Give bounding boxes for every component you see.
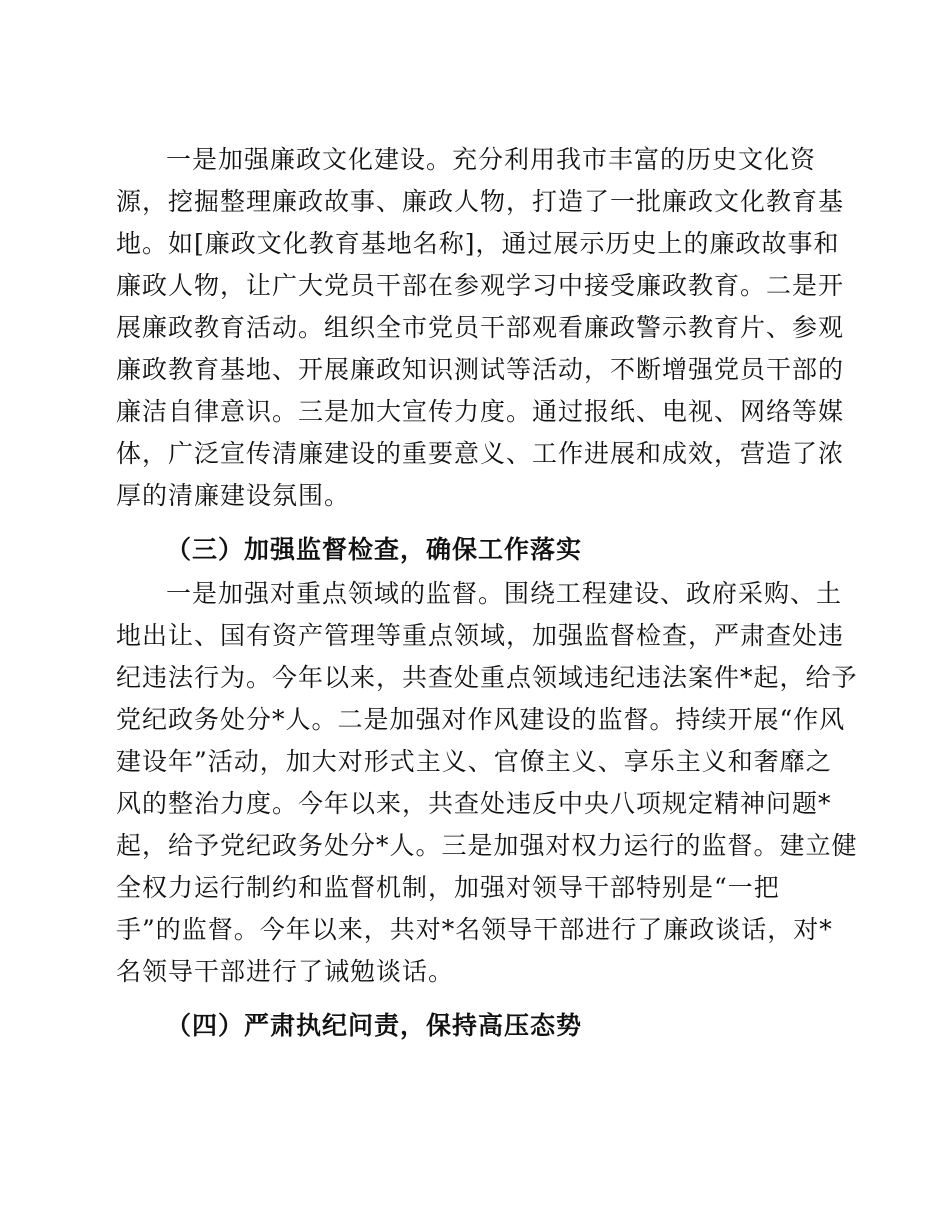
paragraph-line: 起，给予党纪政务处分*人。三是加强对权力运行的监督。建立健 <box>116 831 858 860</box>
paragraph-line: 一是加强对重点领域的监督。围绕工程建设、政府采购、土 <box>166 579 843 608</box>
section-heading: （四）严肃执纪问责，保持高压态势 <box>166 1011 583 1040</box>
paragraph-line: 全权力运行制约和监督机制，加强对领导干部特别是“一把 <box>116 873 780 902</box>
paragraph-line: 廉政人物，让广大党员干部在参观学习中接受廉政教育。二是开 <box>116 271 845 300</box>
paragraph-line: 地出让、国有资产管理等重点领域，加强监督检查，严肃查处违 <box>116 621 845 650</box>
paragraph-line: 廉政教育基地、开展廉政知识测试等活动，不断增强党员干部的 <box>116 355 845 384</box>
section-heading: （三）加强监督检查，确保工作落实 <box>166 535 583 564</box>
paragraph-line: 体，广泛宣传清廉建设的重要意义、工作进展和成效，营造了浓 <box>116 439 845 468</box>
paragraph-line: 一是加强廉政文化建设。充分利用我市丰富的历史文化资 <box>166 145 817 174</box>
paragraph-line: 纪违法行为。今年以来，共查处重点领域违纪违法案件*起，给予 <box>116 663 858 692</box>
paragraph-line: 手”的监督。今年以来，共对*名领导干部进行了廉政谈话，对* <box>116 915 833 944</box>
paragraph-line: 厚的清廉建设氛围。 <box>116 481 351 510</box>
paragraph-line: 展廉政教育活动。组织全市党员干部观看廉政警示教育片、参观 <box>116 313 845 342</box>
paragraph-line: 名领导干部进行了诫勉谈话。 <box>116 957 455 986</box>
paragraph-line: 建设年”活动，加大对形式主义、官僚主义、享乐主义和奢靡之 <box>116 747 832 776</box>
paragraph-line: 廉洁自律意识。三是加大宣传力度。通过报纸、电视、网络等媒 <box>116 397 845 426</box>
paragraph-line: 地。如[廉政文化教育基地名称]，通过展示历史上的廉政故事和 <box>116 229 840 258</box>
paragraph-line: 党纪政务处分*人。二是加强对作风建设的监督。持续开展“作风 <box>116 705 846 734</box>
paragraph-line: 风的整治力度。今年以来，共查处违反中央八项规定精神问题* <box>116 789 832 818</box>
paragraph-line: 源，挖掘整理廉政故事、廉政人物，打造了一批廉政文化教育基 <box>116 187 845 216</box>
